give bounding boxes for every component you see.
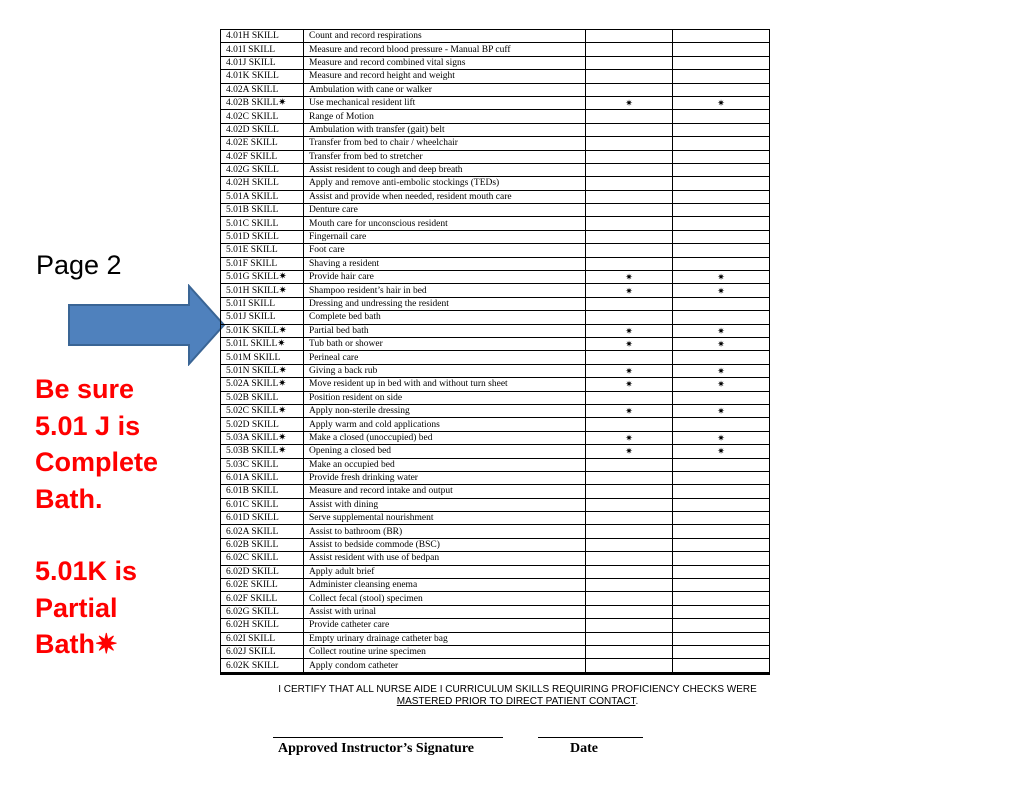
skill-code-cell: 5.01M SKILL <box>221 351 304 364</box>
check-column-1-cell <box>586 645 673 658</box>
check-column-2-cell <box>673 619 770 632</box>
skill-description-cell: Dressing and undressing the resident <box>304 297 586 310</box>
table-row <box>221 552 770 565</box>
table-row <box>221 70 770 83</box>
skill-description-cell: Measure and record intake and output <box>304 485 586 498</box>
skill-code-cell: 6.02F SKILL <box>221 592 304 605</box>
skill-description-cell: Serve supplemental nourishment <box>304 512 586 525</box>
skill-code-cell: 6.01C SKILL <box>221 498 304 511</box>
check-column-1-cell: ✷ <box>586 284 673 297</box>
skill-code-cell: 4.01H SKILL <box>221 30 304 43</box>
check-column-2-cell <box>673 163 770 176</box>
skill-description-cell: Partial bed bath <box>304 324 586 337</box>
table-row <box>221 378 770 391</box>
skill-code-cell: 6.01D SKILL <box>221 512 304 525</box>
skill-description-cell: Tub bath or shower <box>304 337 586 350</box>
date-line <box>538 737 643 738</box>
check-column-1-cell <box>586 565 673 578</box>
skill-description-cell: Apply and remove anti-embolic stockings (TEDs) <box>304 177 586 190</box>
skill-code-cell: 5.01H SKILL✷ <box>221 284 304 297</box>
table-row <box>221 445 770 458</box>
skill-code-cell: 4.02C SKILL <box>221 110 304 123</box>
note-partial-bath <box>35 553 215 663</box>
table-row <box>221 257 770 270</box>
skill-code-cell: 6.02H SKILL <box>221 619 304 632</box>
check-column-1-cell <box>586 311 673 324</box>
table-row <box>221 391 770 404</box>
check-column-1-cell <box>586 498 673 511</box>
skill-code-cell: 4.02E SKILL <box>221 137 304 150</box>
check-column-1-cell <box>586 659 673 673</box>
check-column-1-cell: ✷ <box>586 378 673 391</box>
table-row <box>221 311 770 324</box>
skill-description-cell: Complete bed bath <box>304 311 586 324</box>
check-column-2-cell <box>673 257 770 270</box>
table-row <box>221 56 770 69</box>
check-column-2-cell: ✷ <box>673 431 770 444</box>
skill-description-cell: Position resident on side <box>304 391 586 404</box>
table-row <box>221 244 770 257</box>
check-column-1-cell <box>586 217 673 230</box>
signature-label: Approved Instructor’s Signature <box>278 741 475 756</box>
table-row <box>221 579 770 592</box>
check-column-1-cell: ✷ <box>586 404 673 417</box>
note-line: Bath✷ <box>35 629 118 659</box>
check-column-1-cell: ✷ <box>586 431 673 444</box>
skill-code-cell: 5.01N SKILL✷ <box>221 364 304 377</box>
check-column-1-cell <box>586 619 673 632</box>
table-row <box>221 538 770 551</box>
check-column-1-cell <box>586 605 673 618</box>
check-column-1-cell <box>586 137 673 150</box>
check-column-2-cell <box>673 471 770 484</box>
check-column-1-cell <box>586 150 673 163</box>
check-column-2-cell <box>673 204 770 217</box>
table-row <box>221 337 770 350</box>
note-line: 5.01 J is <box>35 410 141 441</box>
skill-code-cell: 5.01F SKILL <box>221 257 304 270</box>
table-row <box>221 351 770 364</box>
skill-code-cell: 6.02K SKILL <box>221 659 304 673</box>
arrow-shape <box>69 286 224 364</box>
skill-description-cell: Ambulation with transfer (gait) belt <box>304 123 586 136</box>
check-column-2-cell: ✷ <box>673 337 770 350</box>
skill-description-cell: Assist resident with use of bedpan <box>304 552 586 565</box>
check-column-2-cell <box>673 43 770 56</box>
check-column-2-cell <box>673 552 770 565</box>
check-column-2-cell: ✷ <box>673 364 770 377</box>
table-row <box>221 150 770 163</box>
check-column-2-cell <box>673 632 770 645</box>
table-row <box>221 645 770 658</box>
note-line: 5.01K is <box>35 556 138 586</box>
skill-description-cell: Make an occupied bed <box>304 458 586 471</box>
skill-code-cell: 4.02B SKILL✷ <box>221 96 304 109</box>
check-column-1-cell <box>586 391 673 404</box>
check-column-2-cell <box>673 659 770 673</box>
skill-description-cell: Range of Motion <box>304 110 586 123</box>
skill-code-cell: 5.01J SKILL <box>221 311 304 324</box>
skill-description-cell: Assist and provide when needed, resident mouth care <box>304 190 586 203</box>
table-row <box>221 471 770 484</box>
skill-description-cell: Assist to bathroom (BR) <box>304 525 586 538</box>
skill-description-cell: Measure and record height and weight <box>304 70 586 83</box>
skill-code-cell: 5.02D SKILL <box>221 418 304 431</box>
check-column-2-cell <box>673 458 770 471</box>
check-column-1-cell <box>586 579 673 592</box>
check-column-2-cell <box>673 605 770 618</box>
skill-description-cell: Giving a back rub <box>304 364 586 377</box>
table-row <box>221 43 770 56</box>
skill-code-cell: 5.01L SKILL✷ <box>221 337 304 350</box>
check-column-1-cell <box>586 351 673 364</box>
skill-description-cell: Use mechanical resident lift <box>304 96 586 109</box>
check-column-2-cell: ✷ <box>673 404 770 417</box>
check-column-2-cell <box>673 418 770 431</box>
check-column-1-cell <box>586 56 673 69</box>
table-row <box>221 230 770 243</box>
skill-code-cell: 5.01D SKILL <box>221 230 304 243</box>
skill-code-cell: 4.01I SKILL <box>221 43 304 56</box>
check-column-2-cell <box>673 123 770 136</box>
check-column-1-cell <box>586 163 673 176</box>
check-column-1-cell <box>586 257 673 270</box>
check-column-2-cell <box>673 485 770 498</box>
check-column-1-cell <box>586 485 673 498</box>
table-row <box>221 137 770 150</box>
check-column-2-cell <box>673 297 770 310</box>
skill-description-cell: Make a closed (unoccupied) bed <box>304 431 586 444</box>
check-column-1-cell: ✷ <box>586 364 673 377</box>
check-column-2-cell <box>673 391 770 404</box>
skill-description-cell: Move resident up in bed with and without turn sheet <box>304 378 586 391</box>
skill-code-cell: 5.02B SKILL <box>221 391 304 404</box>
skill-description-cell: Assist with urinal <box>304 605 586 618</box>
skill-description-cell: Count and record respirations <box>304 30 586 43</box>
check-column-1-cell: ✷ <box>586 271 673 284</box>
skill-description-cell: Denture care <box>304 204 586 217</box>
skill-description-cell: Shampoo resident’s hair in bed <box>304 284 586 297</box>
skill-description-cell: Apply condom catheter <box>304 659 586 673</box>
signature-line <box>273 737 503 738</box>
check-column-2-cell <box>673 565 770 578</box>
skill-description-cell: Empty urinary drainage catheter bag <box>304 632 586 645</box>
table-row <box>221 163 770 176</box>
note-line: Bath. <box>35 483 103 514</box>
check-column-2-cell: ✷ <box>673 445 770 458</box>
check-column-2-cell <box>673 177 770 190</box>
note-line: Partial <box>35 592 118 623</box>
skill-description-cell: Provide catheter care <box>304 619 586 632</box>
note-line: Complete <box>35 447 159 477</box>
skill-description-cell: Foot care <box>304 244 586 257</box>
check-column-1-cell <box>586 458 673 471</box>
check-column-1-cell <box>586 83 673 96</box>
skill-description-cell: Ambulation with cane or walker <box>304 83 586 96</box>
certify-line-2 <box>220 696 815 708</box>
skill-code-cell: 6.02I SKILL <box>221 632 304 645</box>
table-row <box>221 83 770 96</box>
skill-code-cell: 6.02C SKILL <box>221 552 304 565</box>
check-column-1-cell <box>586 552 673 565</box>
check-column-1-cell <box>586 525 673 538</box>
skill-code-cell: 6.02A SKILL <box>221 525 304 538</box>
check-column-2-cell <box>673 512 770 525</box>
check-column-2-cell <box>673 230 770 243</box>
check-column-2-cell <box>673 217 770 230</box>
check-column-1-cell <box>586 30 673 43</box>
check-column-2-cell <box>673 150 770 163</box>
note-complete-bath <box>35 371 215 517</box>
check-column-1-cell: ✷ <box>586 445 673 458</box>
table-row <box>221 605 770 618</box>
table-row <box>221 324 770 337</box>
table-row <box>221 431 770 444</box>
skills-checklist-table <box>220 29 770 675</box>
skill-description-cell: Apply warm and cold applications <box>304 418 586 431</box>
check-column-1-cell <box>586 512 673 525</box>
skill-code-cell: 6.01A SKILL <box>221 471 304 484</box>
skill-code-cell: 6.02G SKILL <box>221 605 304 618</box>
table-row <box>221 418 770 431</box>
check-column-2-cell <box>673 579 770 592</box>
table-row <box>221 632 770 645</box>
table-row <box>221 485 770 498</box>
skill-code-cell: 5.02A SKILL✷ <box>221 378 304 391</box>
skill-description-cell: Opening a closed bed <box>304 445 586 458</box>
check-column-2-cell <box>673 244 770 257</box>
check-column-2-cell: ✷ <box>673 284 770 297</box>
check-column-1-cell <box>586 177 673 190</box>
check-column-2-cell <box>673 70 770 83</box>
check-column-1-cell <box>586 471 673 484</box>
skill-code-cell: 6.02J SKILL <box>221 645 304 658</box>
table-row <box>221 498 770 511</box>
skill-code-cell: 5.03C SKILL <box>221 458 304 471</box>
skill-description-cell: Shaving a resident <box>304 257 586 270</box>
skill-code-cell: 5.01A SKILL <box>221 190 304 203</box>
skill-description-cell: Transfer from bed to stretcher <box>304 150 586 163</box>
bath-note <box>35 371 215 663</box>
skill-code-cell: 6.02D SKILL <box>221 565 304 578</box>
check-column-1-cell <box>586 190 673 203</box>
check-column-2-cell <box>673 525 770 538</box>
check-column-1-cell <box>586 230 673 243</box>
skill-description-cell: Apply non-sterile dressing <box>304 404 586 417</box>
skill-description-cell: Provide fresh drinking water <box>304 471 586 484</box>
check-column-1-cell <box>586 244 673 257</box>
table-row <box>221 204 770 217</box>
table-row <box>221 123 770 136</box>
skill-code-cell: 5.01I SKILL <box>221 297 304 310</box>
skill-code-cell: 4.01J SKILL <box>221 56 304 69</box>
skill-code-cell: 6.02B SKILL <box>221 538 304 551</box>
skill-code-cell: 5.01C SKILL <box>221 217 304 230</box>
skill-description-cell: Assist to bedside commode (BSC) <box>304 538 586 551</box>
skill-code-cell: 5.03B SKILL✷ <box>221 445 304 458</box>
skill-description-cell: Mouth care for unconscious resident <box>304 217 586 230</box>
skill-code-cell: 5.01K SKILL✷ <box>221 324 304 337</box>
note-line: Be sure <box>35 374 135 404</box>
check-column-2-cell: ✷ <box>673 378 770 391</box>
skill-code-cell: 4.02A SKILL <box>221 83 304 96</box>
certify-underlined: MASTERED PRIOR TO DIRECT PATIENT CONTACT <box>396 696 636 707</box>
check-column-2-cell <box>673 645 770 658</box>
table-row <box>221 619 770 632</box>
check-column-1-cell <box>586 297 673 310</box>
check-column-1-cell <box>586 632 673 645</box>
table-row <box>221 364 770 377</box>
check-column-2-cell <box>673 592 770 605</box>
skill-description-cell: Fingernail care <box>304 230 586 243</box>
table-row <box>221 96 770 109</box>
table-row <box>221 190 770 203</box>
skill-code-cell: 4.02G SKILL <box>221 163 304 176</box>
table-row <box>221 110 770 123</box>
table-row <box>221 458 770 471</box>
check-column-1-cell: ✷ <box>586 96 673 109</box>
check-column-2-cell: ✷ <box>673 324 770 337</box>
table-row <box>221 525 770 538</box>
check-column-2-cell <box>673 498 770 511</box>
table-row <box>221 512 770 525</box>
skill-code-cell: 4.02D SKILL <box>221 123 304 136</box>
certification-statement <box>220 684 815 708</box>
check-column-2-cell <box>673 30 770 43</box>
check-column-2-cell <box>673 110 770 123</box>
check-column-1-cell: ✷ <box>586 324 673 337</box>
check-column-2-cell <box>673 351 770 364</box>
table-row <box>221 30 770 43</box>
skill-code-cell: 4.02H SKILL <box>221 177 304 190</box>
skill-description-cell: Measure and record combined vital signs <box>304 56 586 69</box>
skill-code-cell: 5.01G SKILL✷ <box>221 271 304 284</box>
skill-description-cell: Assist resident to cough and deep breath <box>304 163 586 176</box>
certify-period: . <box>635 696 639 707</box>
check-column-2-cell <box>673 311 770 324</box>
check-column-1-cell <box>586 43 673 56</box>
skill-description-cell: Provide hair care <box>304 271 586 284</box>
check-column-1-cell <box>586 538 673 551</box>
skill-code-cell: 6.01B SKILL <box>221 485 304 498</box>
check-column-1-cell <box>586 204 673 217</box>
check-column-1-cell <box>586 418 673 431</box>
skill-description-cell: Collect routine urine specimen <box>304 645 586 658</box>
right-arrow-icon <box>67 284 227 366</box>
table-row <box>221 284 770 297</box>
check-column-1-cell: ✷ <box>586 337 673 350</box>
skill-description-cell: Administer cleansing enema <box>304 579 586 592</box>
skill-description-cell: Assist with dining <box>304 498 586 511</box>
skill-code-cell: 4.01K SKILL <box>221 70 304 83</box>
certify-line-1: I CERTIFY THAT ALL NURSE AIDE I CURRICULUM SKILLS REQUIRING PROFICIENCY CHECKS WERE <box>278 684 757 695</box>
date-label: Date <box>570 741 598 756</box>
table-row <box>221 271 770 284</box>
skill-description-cell: Measure and record blood pressure - Manual BP cuff <box>304 43 586 56</box>
skill-description-cell: Perineal care <box>304 351 586 364</box>
check-column-2-cell: ✷ <box>673 96 770 109</box>
check-column-2-cell <box>673 137 770 150</box>
skill-code-cell: 4.02F SKILL <box>221 150 304 163</box>
table-row <box>221 659 770 673</box>
check-column-2-cell <box>673 83 770 96</box>
skill-description-cell: Transfer from bed to chair / wheelchair <box>304 137 586 150</box>
skill-description-cell: Apply adult brief <box>304 565 586 578</box>
table-row <box>221 297 770 310</box>
check-column-1-cell <box>586 110 673 123</box>
check-column-2-cell: ✷ <box>673 271 770 284</box>
table-row <box>221 177 770 190</box>
skill-code-cell: 5.03A SKILL✷ <box>221 431 304 444</box>
check-column-1-cell <box>586 70 673 83</box>
check-column-2-cell <box>673 190 770 203</box>
page-label: Page 2 <box>36 250 122 280</box>
table-row <box>221 592 770 605</box>
skill-code-cell: 5.01B SKILL <box>221 204 304 217</box>
check-column-2-cell <box>673 538 770 551</box>
skill-code-cell: 6.02E SKILL <box>221 579 304 592</box>
check-column-1-cell <box>586 592 673 605</box>
table-row <box>221 565 770 578</box>
skill-description-cell: Collect fecal (stool) specimen <box>304 592 586 605</box>
check-column-1-cell <box>586 123 673 136</box>
table-row <box>221 404 770 417</box>
skill-code-cell: 5.02C SKILL✷ <box>221 404 304 417</box>
table-row <box>221 217 770 230</box>
skill-code-cell: 5.01E SKILL <box>221 244 304 257</box>
check-column-2-cell <box>673 56 770 69</box>
